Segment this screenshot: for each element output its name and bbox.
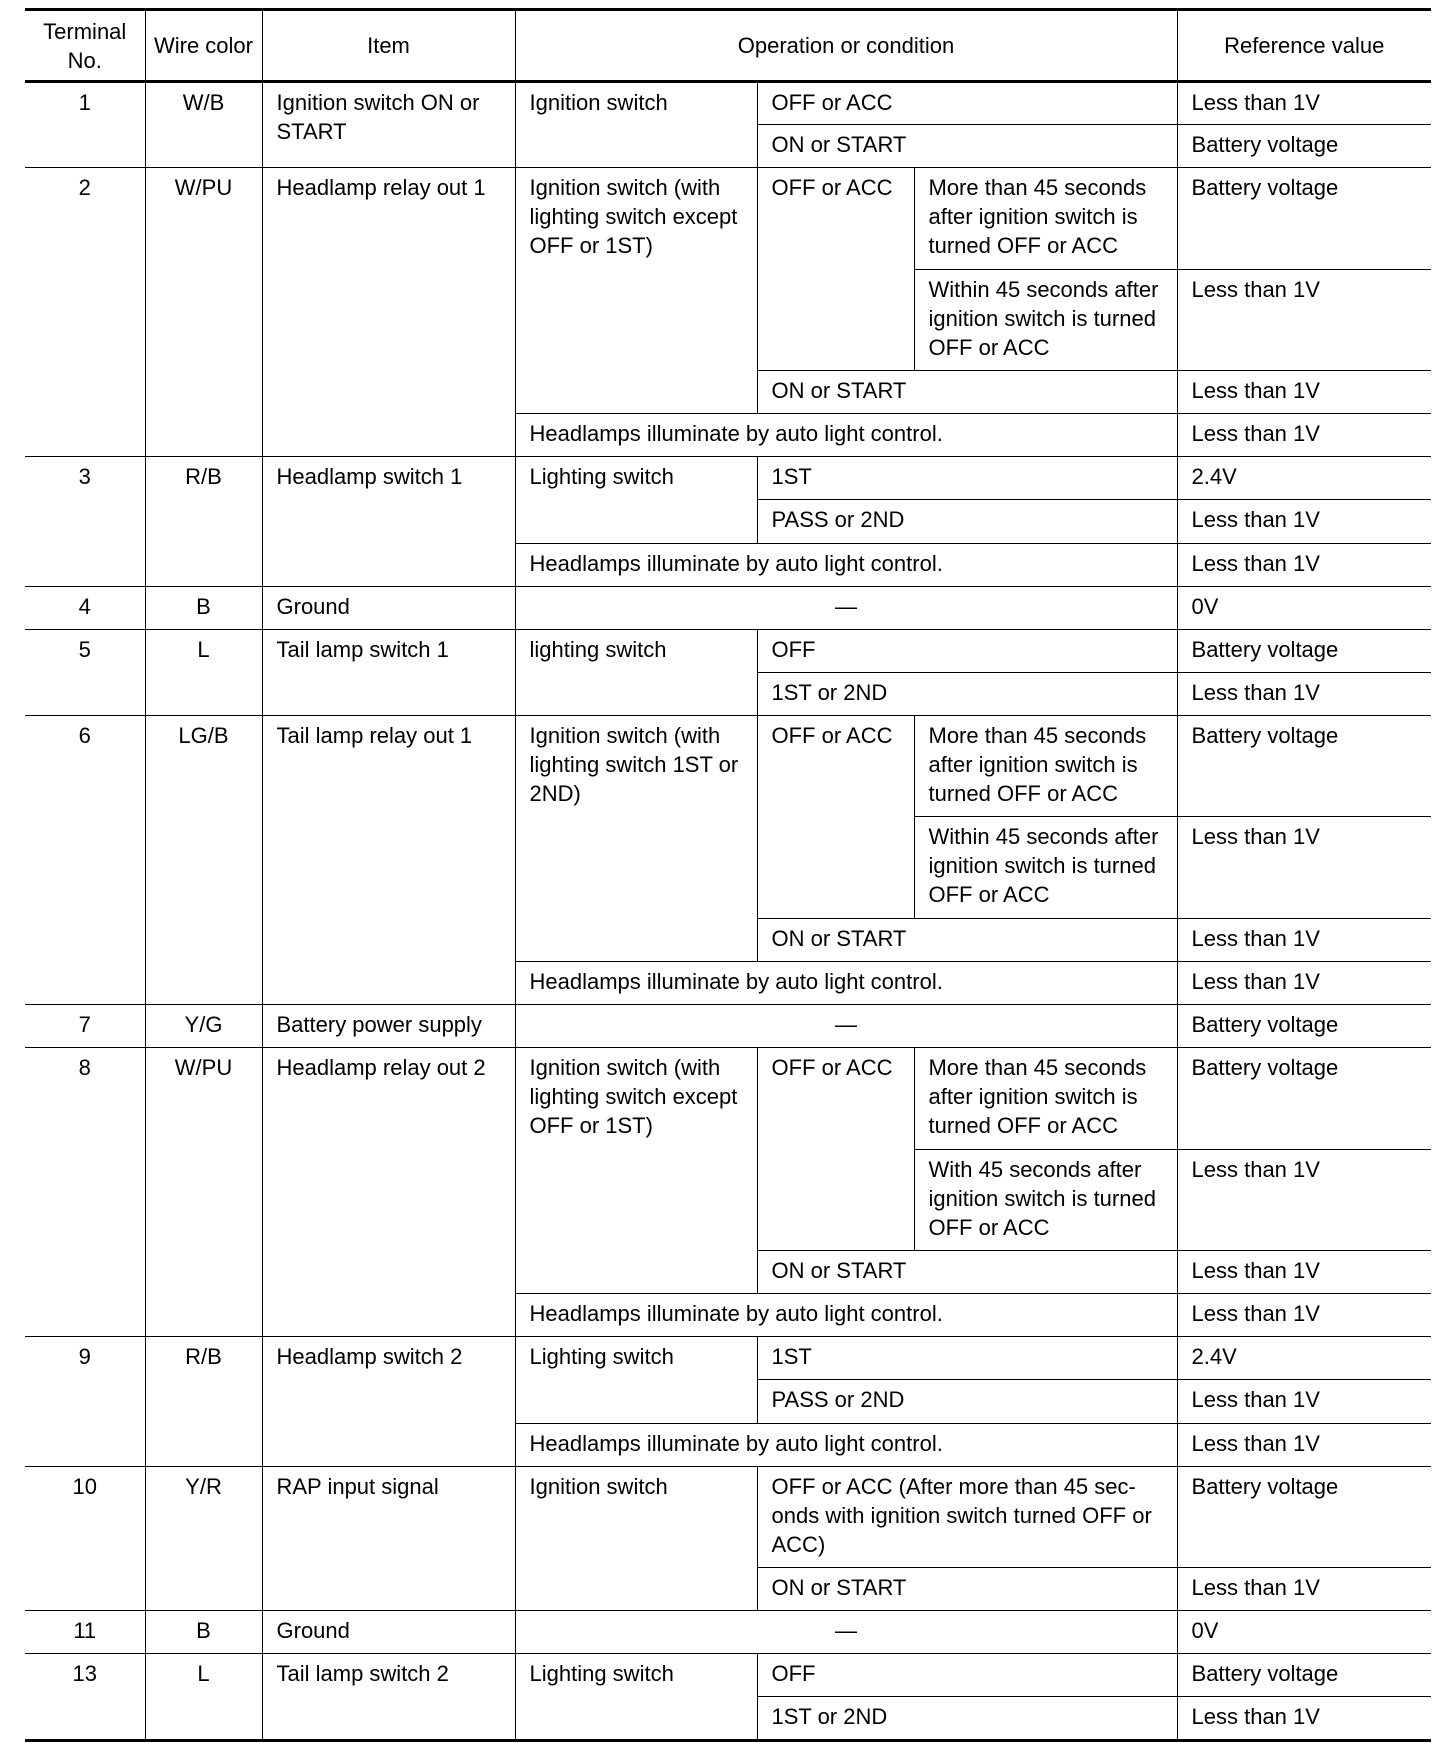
condition: Ignition switch (with lighting switch except OFF or 1ST) bbox=[515, 1048, 757, 1294]
reference-value: Battery voltage bbox=[1177, 125, 1431, 168]
switch-state: 1ST bbox=[757, 1337, 1177, 1380]
sub-condition: Within 45 seconds after ignition switch is turned OFF or ACC bbox=[914, 817, 1177, 918]
reference-value: Battery voltage bbox=[1177, 716, 1431, 817]
reference-value: Battery voltage bbox=[1177, 1654, 1431, 1697]
item: Ground bbox=[262, 586, 515, 629]
header-operation-or-condition: Operation or condition bbox=[515, 10, 1177, 82]
auto-light-condition: Headlamps illuminate by auto light control. bbox=[515, 1294, 1177, 1337]
auto-light-condition: Headlamps illuminate by auto light control. bbox=[515, 961, 1177, 1004]
terminal-no: 2 bbox=[25, 168, 145, 457]
table-row bbox=[25, 457, 1431, 500]
terminal-no: 8 bbox=[25, 1048, 145, 1337]
table-row bbox=[25, 168, 1431, 269]
switch-state: OFF or ACC bbox=[757, 716, 914, 919]
item: Ground bbox=[262, 1611, 515, 1654]
switch-state: 1ST or 2ND bbox=[757, 1697, 1177, 1741]
auto-light-condition: Headlamps illuminate by auto light control. bbox=[515, 1423, 1177, 1466]
sub-condition: More than 45 seconds after ignition switch is turned OFF or ACC bbox=[914, 168, 1177, 269]
table-row bbox=[25, 82, 1431, 125]
switch-state: OFF or ACC bbox=[757, 1048, 914, 1251]
header-wire-color: Wire color bbox=[145, 10, 262, 82]
header-reference-value: Reference value bbox=[1177, 10, 1431, 82]
reference-value: Less than 1V bbox=[1177, 672, 1431, 715]
reference-value: Less than 1V bbox=[1177, 1149, 1431, 1250]
auto-light-condition: Headlamps illuminate by auto light control. bbox=[515, 414, 1177, 457]
table-row bbox=[25, 629, 1431, 672]
reference-value: Battery voltage bbox=[1177, 1048, 1431, 1149]
reference-value: 2.4V bbox=[1177, 457, 1431, 500]
header-item: Item bbox=[262, 10, 515, 82]
item: Battery power supply bbox=[262, 1005, 515, 1048]
item: Tail lamp switch 2 bbox=[262, 1654, 515, 1741]
reference-value: 0V bbox=[1177, 1611, 1431, 1654]
reference-value: Less than 1V bbox=[1177, 1697, 1431, 1741]
terminal-no: 6 bbox=[25, 716, 145, 1005]
reference-value: Less than 1V bbox=[1177, 82, 1431, 125]
condition-dash: — bbox=[515, 1611, 1177, 1654]
wire-color: L bbox=[145, 1654, 262, 1741]
switch-state: ON or START bbox=[757, 371, 1177, 414]
reference-value: Battery voltage bbox=[1177, 629, 1431, 672]
switch-state: ON or START bbox=[757, 125, 1177, 168]
reference-value: Less than 1V bbox=[1177, 371, 1431, 414]
reference-value: Less than 1V bbox=[1177, 1250, 1431, 1293]
terminal-no: 5 bbox=[25, 629, 145, 715]
reference-value: Less than 1V bbox=[1177, 1380, 1431, 1423]
switch-state: OFF bbox=[757, 1654, 1177, 1697]
reference-value: Less than 1V bbox=[1177, 414, 1431, 457]
switch-state: 1ST bbox=[757, 457, 1177, 500]
table-row bbox=[25, 716, 1431, 817]
condition: Ignition switch (with lighting switch except OFF or 1ST) bbox=[515, 168, 757, 414]
switch-state: OFF bbox=[757, 629, 1177, 672]
item: Headlamp relay out 1 bbox=[262, 168, 515, 457]
condition: Lighting switch bbox=[515, 1654, 757, 1741]
reference-value: 2.4V bbox=[1177, 1337, 1431, 1380]
wire-color: B bbox=[145, 586, 262, 629]
table-row bbox=[25, 1337, 1431, 1380]
wire-color: Y/R bbox=[145, 1466, 262, 1611]
wire-color: W/B bbox=[145, 82, 262, 168]
wire-color: LG/B bbox=[145, 716, 262, 1005]
reference-value: Less than 1V bbox=[1177, 961, 1431, 1004]
item: Headlamp switch 2 bbox=[262, 1337, 515, 1466]
wire-color: Y/G bbox=[145, 1005, 262, 1048]
table-row bbox=[25, 1654, 1431, 1697]
reference-value: Less than 1V bbox=[1177, 918, 1431, 961]
terminal-no: 3 bbox=[25, 457, 145, 586]
item: Tail lamp switch 1 bbox=[262, 629, 515, 715]
condition: Ignition switch bbox=[515, 82, 757, 168]
table-row bbox=[25, 586, 1431, 629]
table-row bbox=[25, 1005, 1431, 1048]
reference-value: Battery voltage bbox=[1177, 1005, 1431, 1048]
table-row bbox=[25, 1048, 1431, 1149]
reference-value: 0V bbox=[1177, 586, 1431, 629]
condition: Ignition switch bbox=[515, 1466, 757, 1611]
reference-value: Battery voltage bbox=[1177, 168, 1431, 269]
sub-condition: Within 45 seconds after ignition switch is turned OFF or ACC bbox=[914, 269, 1177, 370]
header-row bbox=[25, 10, 1431, 82]
sub-condition: More than 45 seconds after ignition switch is turned OFF or ACC bbox=[914, 716, 1177, 817]
header-terminal-no: Terminal No. bbox=[25, 10, 145, 82]
item: Headlamp switch 1 bbox=[262, 457, 515, 586]
condition: Ignition switch (with lighting switch 1ST or 2ND) bbox=[515, 716, 757, 962]
wire-color: W/PU bbox=[145, 168, 262, 457]
condition-dash: — bbox=[515, 586, 1177, 629]
item: Ignition switch ON or START bbox=[262, 82, 515, 168]
switch-state: PASS or 2ND bbox=[757, 500, 1177, 543]
switch-state: 1ST or 2ND bbox=[757, 672, 1177, 715]
terminal-no: 13 bbox=[25, 1654, 145, 1741]
item: Headlamp relay out 2 bbox=[262, 1048, 515, 1337]
terminal-no: 9 bbox=[25, 1337, 145, 1466]
reference-value: Less than 1V bbox=[1177, 1294, 1431, 1337]
switch-state: ON or START bbox=[757, 1568, 1177, 1611]
switch-state: OFF or ACC (After more than 45 sec-onds with ignition switch turned OFF or ACC) bbox=[757, 1466, 1177, 1567]
switch-state: PASS or 2ND bbox=[757, 1380, 1177, 1423]
wire-color: B bbox=[145, 1611, 262, 1654]
reference-value: Battery voltage bbox=[1177, 1466, 1431, 1567]
wire-color: L bbox=[145, 629, 262, 715]
reference-value: Less than 1V bbox=[1177, 269, 1431, 370]
reference-value: Less than 1V bbox=[1177, 500, 1431, 543]
wire-color: W/PU bbox=[145, 1048, 262, 1337]
switch-state: OFF or ACC bbox=[757, 168, 914, 371]
terminal-no: 10 bbox=[25, 1466, 145, 1611]
table-row bbox=[25, 1611, 1431, 1654]
wire-color: R/B bbox=[145, 1337, 262, 1466]
switch-state: ON or START bbox=[757, 918, 1177, 961]
item: Tail lamp relay out 1 bbox=[262, 716, 515, 1005]
condition: Lighting switch bbox=[515, 457, 757, 543]
sub-condition: More than 45 seconds after ignition switch is turned OFF or ACC bbox=[914, 1048, 1177, 1149]
auto-light-condition: Headlamps illuminate by auto light control. bbox=[515, 543, 1177, 586]
item: RAP input signal bbox=[262, 1466, 515, 1611]
terminal-no: 4 bbox=[25, 586, 145, 629]
terminal-no: 11 bbox=[25, 1611, 145, 1654]
condition-dash: — bbox=[515, 1005, 1177, 1048]
sub-condition: With 45 seconds after ignition switch is turned OFF or ACC bbox=[914, 1149, 1177, 1250]
terminal-reference-table bbox=[25, 8, 1431, 1742]
reference-value: Less than 1V bbox=[1177, 543, 1431, 586]
switch-state: ON or START bbox=[757, 1250, 1177, 1293]
condition: Lighting switch bbox=[515, 1337, 757, 1423]
reference-value: Less than 1V bbox=[1177, 817, 1431, 918]
reference-value: Less than 1V bbox=[1177, 1423, 1431, 1466]
terminal-no: 7 bbox=[25, 1005, 145, 1048]
switch-state: OFF or ACC bbox=[757, 82, 1177, 125]
condition: lighting switch bbox=[515, 629, 757, 715]
terminal-no: 1 bbox=[25, 82, 145, 168]
reference-value: Less than 1V bbox=[1177, 1568, 1431, 1611]
wire-color: R/B bbox=[145, 457, 262, 586]
table-row bbox=[25, 1466, 1431, 1567]
